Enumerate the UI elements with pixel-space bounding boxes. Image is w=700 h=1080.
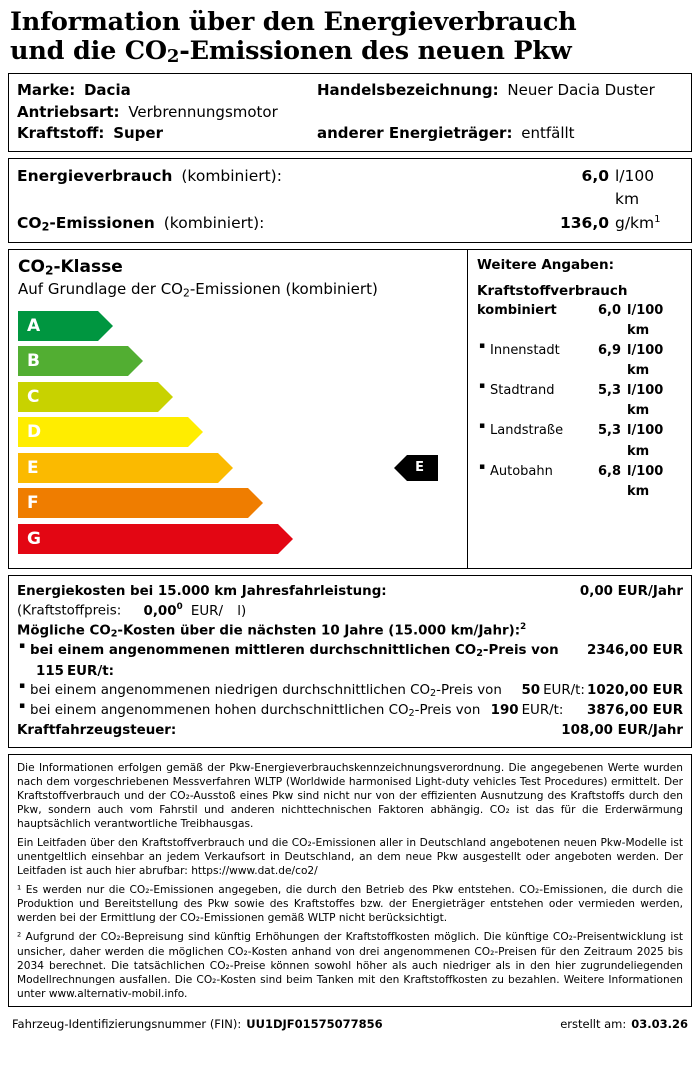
fuel-price-footnote: 0 [176, 602, 183, 613]
fuel-consumption-row [477, 462, 683, 502]
fuel-consumption-name: ▪ Innenstadt [477, 341, 593, 361]
efficiency-class-row-a [18, 309, 458, 342]
co2-price-scenario-text [17, 681, 587, 701]
efficiency-bar-f [18, 488, 248, 518]
energy-cost-label: Energiekosten bei 15.000 km Jahresfahrleistung: [17, 583, 387, 599]
co2-cost-footnote: 2 [520, 621, 527, 632]
co2-price-scenario-text [17, 701, 587, 721]
fin-label: Fahrzeug-Identifizierungsnummer (FIN): [12, 1016, 242, 1031]
efficiency-bar-b [18, 346, 128, 376]
further-details-heading: Weitere Angaben: [477, 257, 614, 274]
legal-footnote-1: ¹ Es werden nur die CO₂-Emissionen angegeben, die durch den Betrieb des Pkw entstehen. CO₂-Emissionen, die durch die Produktion und Bereitstellung des Pkw sowie des Kraftstoffes bzw. der Energieträger entstehen oder vermieden werden, werden bei der Ermittlung der CO₂-Emissionen gemäß WLTP nicht berücksichtigt. [17, 884, 683, 925]
fuel-consumption-row [477, 421, 683, 461]
co2-cost-heading-a: Mögliche CO [17, 623, 111, 639]
efficiency-bar-d [18, 417, 188, 447]
identification-row-drive [17, 102, 683, 124]
fuel-price-label: (Kraftstoffpreis: [17, 603, 122, 619]
co2-class-heading-sub: 2 [44, 263, 54, 278]
fuel-consumption-row [477, 381, 683, 421]
fuel-consumption-name: kombiniert [477, 302, 557, 318]
co2-class-heading [18, 257, 458, 278]
fuel-consumption-name: ▪ Stadtrand [477, 381, 593, 401]
efficiency-bar-label: D [27, 422, 42, 443]
vehicle-tax-value: 108,00 EUR/Jahr [561, 723, 683, 739]
efficiency-bar-label: B [27, 351, 40, 372]
co2-class-basis-a: Auf Grundlage der CO [18, 279, 183, 298]
identification-row-fuel [17, 123, 683, 145]
co2-emissions-label-b: -Emissionen [49, 213, 155, 232]
co2-price-scenario-text [17, 641, 587, 681]
co2-emissions-qualifier: (kombiniert): [163, 213, 265, 232]
scenario-text-b: -Preis von [414, 703, 481, 719]
efficiency-class-row-f [18, 487, 458, 520]
document-footer [8, 1013, 692, 1031]
anderer-energietraeger-label: anderer Energieträger: [317, 124, 513, 143]
fuel-price-value: 0,00 [143, 603, 177, 619]
scenario-text-a: bei einem angenommenen hohen durchschnittlichen CO [30, 703, 409, 719]
costs-box [8, 575, 692, 748]
identification-row-brand [17, 80, 683, 102]
co2-price-scenario-value: 3876,00 EUR [587, 703, 683, 719]
fuel-consumption-unit: l/100 km [627, 342, 664, 378]
fuel-consumption-value: 5,3 [597, 423, 621, 439]
co2-class-basis-sub: 2 [183, 286, 190, 300]
anderer-energietraeger-value: entfällt [521, 124, 575, 143]
creation-date-value: 03.03.26 [631, 1016, 688, 1031]
energy-cost-row [17, 582, 683, 601]
legal-notes-box [8, 754, 692, 1007]
fuel-price-unit: l) [237, 603, 247, 619]
co2-price-scenario-value: 1020,00 EUR [587, 683, 683, 698]
fuel-consumption-unit: l/100 km [627, 463, 664, 499]
efficiency-bar-c [18, 382, 158, 412]
marke-label: Marke: [17, 80, 76, 99]
antriebsart-label: Antriebsart: [17, 102, 120, 121]
scenario-text-a: bei einem angenommenen niedrigen durchschnittlichen CO [30, 683, 430, 698]
energy-consumption-row [17, 165, 683, 212]
efficiency-bar-a [18, 311, 98, 341]
scenario-price: 190 [490, 703, 519, 719]
scenario-subscript: 2 [476, 648, 483, 660]
efficiency-bar-g [18, 524, 278, 554]
co2-emissions-row [17, 212, 683, 236]
kraftstoff-label: Kraftstoff: [17, 124, 105, 143]
co2-emissions-value: 136,0 [559, 213, 609, 232]
energieverbrauch-label: Energieverbrauch [17, 167, 173, 186]
fuel-price-row [17, 601, 683, 621]
co2-price-scenario-value: 2346,00 EUR [587, 643, 683, 659]
co2-unit-footnote: 1 [654, 213, 661, 225]
scenario-price: 115 [36, 663, 64, 679]
further-details-panel [468, 250, 691, 568]
efficiency-bar-label: E [27, 457, 39, 478]
scenario-text-b: -Preis von [436, 683, 502, 698]
fuel-consumption-unit: l/100 km [627, 423, 664, 459]
page-title-line2a: und die CO [10, 35, 167, 66]
vehicle-identification-box [8, 73, 692, 152]
fuel-consumption-name: ▪ Autobahn [477, 462, 593, 482]
co2-emissions-label-a: CO [17, 213, 42, 232]
scenario-text-a: bei einem angenommenen mittleren durchschnittlichen CO [30, 643, 477, 659]
antriebsart-value: Verbrennungsmotor [128, 102, 278, 121]
fuel-price-text [17, 601, 683, 621]
kraftstoff-value: Super [113, 124, 163, 143]
fuel-consumption-rows [477, 301, 683, 502]
fuel-consumption-value: 6,0 [597, 302, 621, 318]
co2-cost-heading-b: -Kosten über die nächsten 10 Jahre (15.000 km/Jahr): [117, 623, 521, 639]
fuel-consumption-value: 6,8 [597, 463, 621, 479]
co2-price-scenario-row [17, 641, 683, 681]
scenario-subscript: 2 [430, 688, 437, 700]
energieverbrauch-value: 6,0 [581, 167, 609, 186]
co2-class-box [8, 249, 692, 569]
co2-emissions-unit [615, 212, 683, 235]
co2-class-basis [18, 280, 458, 299]
efficiency-bar-e [18, 453, 218, 483]
efficiency-class-row-c [18, 380, 458, 413]
fuel-price-currency: EUR/ [190, 603, 223, 619]
co2-unit-text: g/km [615, 213, 655, 232]
energieverbrauch-unit: l/100 km [615, 167, 655, 209]
fuel-consumption-unit: l/100 km [627, 302, 664, 338]
efficiency-bar-label: A [27, 315, 41, 336]
creation-date-label: erstellt am: [560, 1016, 627, 1031]
legal-paragraph-1: Die Informationen erfolgen gemäß der Pkw-Energieverbrauchskennzeichnungsverordnung. Die angegebenen Werte wurden nach dem vorgeschriebenen Messverfahren WLTP (Worldwide harmonised Light-duty vehicles Test Procedures) ermittelt. Der Kraftstoffverbrauch und der CO₂-Ausstoß eines Pkw sind nicht nur von der effizienten Ausnutzung des Kraftstoffs durch den Pkw, sondern auch vom Fahrstil und anderen nichttechnischen Faktoren abhängig. CO₂ ist das für die Erderwärmung hauptsächlich verantwortliche Treibhausgas. [17, 761, 683, 830]
fuel-consumption-unit: l/100 km [627, 383, 664, 419]
legal-footnote-2: ² Aufgrund der CO₂-Bepreisung sind künftig Erhöhungen der Kraftstoffkosten möglich. Die künftige CO₂-Preisentwicklung ist unsicher, daher werden die möglichen CO₂-Kosten anhand von drei angenommenen CO₂-Preisen für den Zeitraum 2025 bis 2034 berechnet. Die tatsächlichen CO₂-Preise können sowohl höher als auch niedriger als in den hier zugrundeliegenden Modellrechnungen ausfallen. Die CO₂-Kosten sind beim Tanken mit den Kraftstoffkosten zu bezahlen. Weitere Informationen unter www.alternativ-mobil.info. [17, 931, 683, 1000]
co2-price-scenario-row [17, 681, 683, 701]
efficiency-class-row-g [18, 522, 458, 555]
co2-subscript: 2 [166, 45, 180, 67]
efficiency-class-row-b [18, 345, 458, 378]
fuel-consumption-row [477, 301, 683, 341]
co2-class-scale [9, 250, 468, 568]
page-title-line1: Information über den Energieverbrauch [10, 7, 577, 37]
co2-class-heading-b: -Klasse [53, 257, 123, 278]
scenario-price-unit: EUR/t: [543, 683, 585, 698]
efficiency-class-row-d [18, 416, 458, 449]
efficiency-bar-label: F [27, 493, 39, 514]
handelsbezeichnung-value: Neuer Dacia Duster [507, 80, 655, 99]
page-title [10, 8, 692, 67]
vehicle-tax-row [17, 721, 683, 740]
efficiency-class-bars [18, 309, 458, 555]
vehicle-tax-label: Kraftfahrzeugsteuer: [17, 723, 177, 739]
fuel-consumption-heading: Kraftstoffverbrauch [477, 283, 628, 300]
page-title-line2b: -Emissionen des neuen Pkw [179, 35, 572, 66]
co2-cost-heading-row [17, 621, 683, 642]
selected-class-marker: E [407, 455, 438, 481]
energieverbrauch-qualifier: (kombiniert): [181, 167, 282, 186]
scenario-price: 50 [521, 683, 541, 698]
scenario-subscript: 2 [408, 708, 415, 720]
fuel-consumption-value: 5,3 [597, 383, 621, 399]
fuel-consumption-name: ▪ Landstraße [477, 421, 593, 441]
scenario-price-unit: EUR/t: [67, 663, 114, 679]
co2-emissions-subscript: 2 [41, 220, 50, 234]
fuel-consumption-row [477, 341, 683, 381]
consumption-summary-box [8, 158, 692, 243]
scenario-text-b: -Preis von [482, 643, 559, 659]
co2-cost-heading [17, 621, 683, 642]
legal-paragraph-2: Ein Leitfaden über den Kraftstoffverbrauch und die CO₂-Emissionen aller in Deutschland angebotenen neuen Pkw-Modelle ist unentgeltlich einsehbar an jedem Verkaufsort in Deutschland, an dem neue Pkw ausgestellt oder angeboten werden. Der Leitfaden ist auch hier abrufbar: https://www.dat.de/co2/ [17, 836, 683, 878]
efficiency-class-row-e [18, 451, 458, 484]
marke-value: Dacia [83, 80, 131, 99]
energy-cost-value: 0,00 EUR/Jahr [579, 583, 683, 599]
efficiency-bar-label: C [27, 386, 40, 407]
fin-value: UU1DJF01575077856 [246, 1016, 383, 1031]
co2-price-scenarios [17, 641, 683, 721]
fuel-consumption-value: 6,9 [597, 342, 621, 358]
co2-class-heading-a: CO [18, 257, 45, 278]
efficiency-bar-label: G [27, 528, 41, 549]
scenario-price-unit: EUR/t: [521, 703, 564, 719]
co2-class-basis-b: -Emissionen (kombiniert) [189, 279, 378, 298]
co2-cost-heading-sub: 2 [110, 628, 118, 640]
handelsbezeichnung-label: Handelsbezeichnung: [317, 80, 499, 99]
co2-price-scenario-row [17, 701, 683, 721]
